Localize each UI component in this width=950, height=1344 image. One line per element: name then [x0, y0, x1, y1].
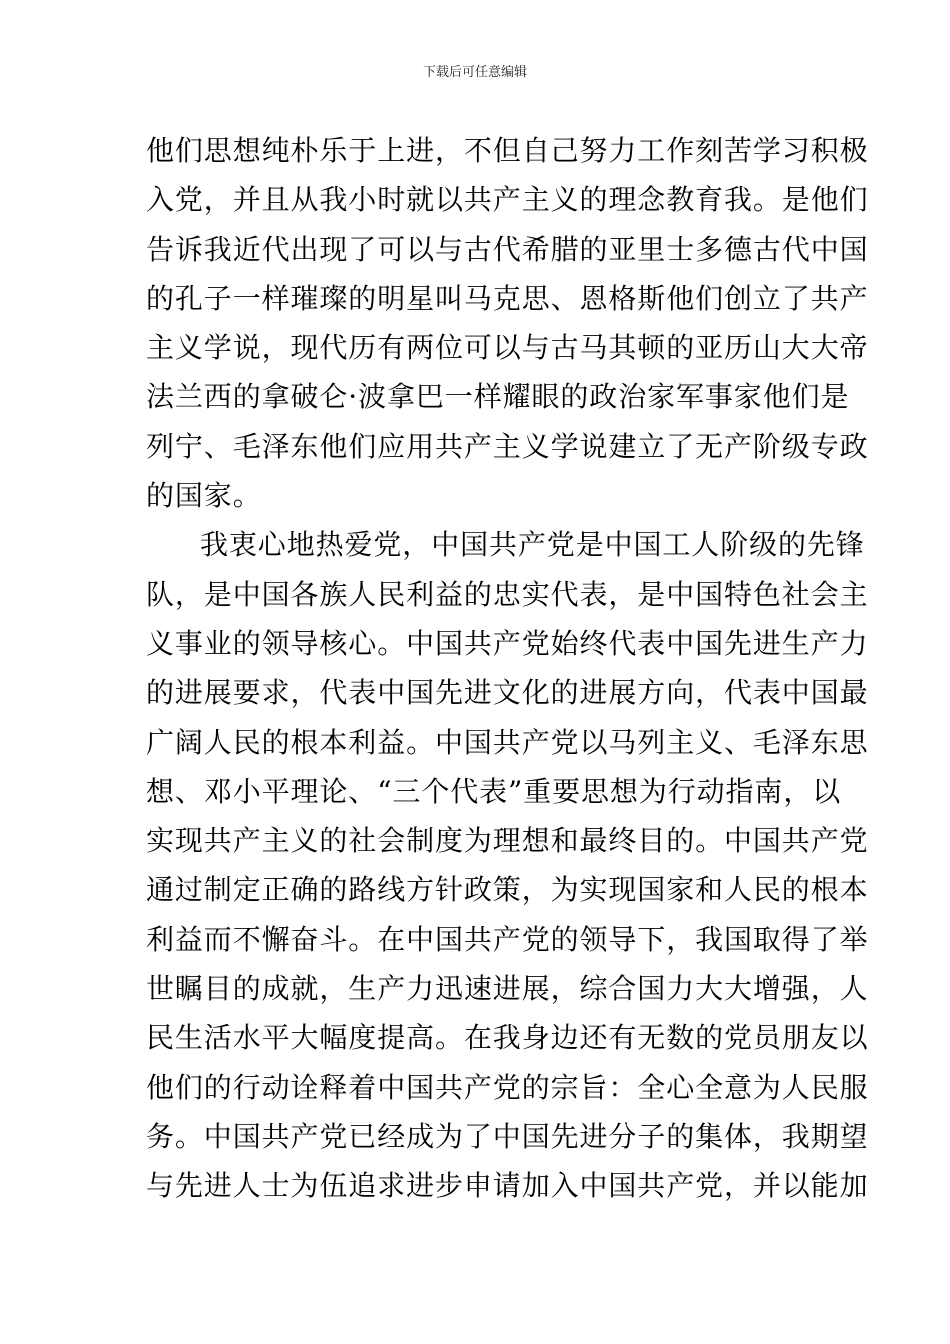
text-line: 世瞩目的成就，生产力迅速进展，综合国力大大增强，人 [146, 972, 869, 1006]
document-body [146, 126, 869, 1211]
text-line: 义事业的领导核心。中国共产党始终代表中国先进生产力 [146, 626, 869, 660]
text-line: 列宁、毛泽东他们应用共产主义学说建立了无产阶级专政 [146, 429, 869, 463]
text-line: 他们的行动诠释着中国共产党的宗旨：全心全意为人民服 [146, 1070, 869, 1104]
text-line: 利益而不懈奋斗。在中国共产党的领导下，我国取得了举 [146, 922, 869, 956]
text-line: 告诉我近代出现了可以与古代希腊的亚里士多德古代中国 [146, 232, 869, 266]
text-line: 务。中国共产党已经成为了中国先进分子的集体，我期望 [146, 1119, 869, 1153]
text-line: 通过制定正确的路线方针政策，为实现国家和人民的根本 [146, 873, 869, 907]
text-line: 队，是中国各族人民利益的忠实代表，是中国特色社会主 [146, 577, 869, 611]
text-line: 的孔子一样璀璨的明星叫马克思、恩格斯他们创立了共产 [146, 281, 869, 315]
text-line: 实现共产主义的社会制度为理想和最终目的。中国共产党 [146, 824, 869, 858]
text-line: 入党，并且从我小时就以共产主义的理念教育我。是他们 [146, 183, 869, 217]
text-line: 法兰西的拿破仑·波拿巴一样耀眼的政治家军事家他们是 [146, 380, 850, 414]
text-line: 我衷心地热爱党，中国共产党是中国工人阶级的先锋 [200, 528, 865, 562]
text-line: 广阔人民的根本利益。中国共产党以马列主义、毛泽东思 [146, 725, 869, 759]
text-line: 的进展要求，代表中国先进文化的进展方向，代表中国最 [146, 676, 869, 710]
text-line: 他们思想纯朴乐于上进，不但自己努力工作刻苦学习积极 [146, 134, 869, 167]
text-line: 民生活水平大幅度提高。在我身边还有无数的党员朋友以 [146, 1021, 869, 1055]
text-line: 的国家。 [146, 479, 262, 513]
text-line: 与先进人士为伍追求进步申请加入中国共产党，并以能加 [146, 1169, 869, 1203]
text-line: 主义学说，现代历有两位可以与古马其顿的亚历山大大帝 [146, 331, 869, 365]
paragraph-2 [146, 520, 869, 1210]
text-line: 想、邓小平理论、“三个代表”重要思想为行动指南，以 [146, 774, 842, 808]
paragraph-1 [146, 126, 869, 520]
header-note: 下载后可任意编辑 [422, 65, 527, 80]
